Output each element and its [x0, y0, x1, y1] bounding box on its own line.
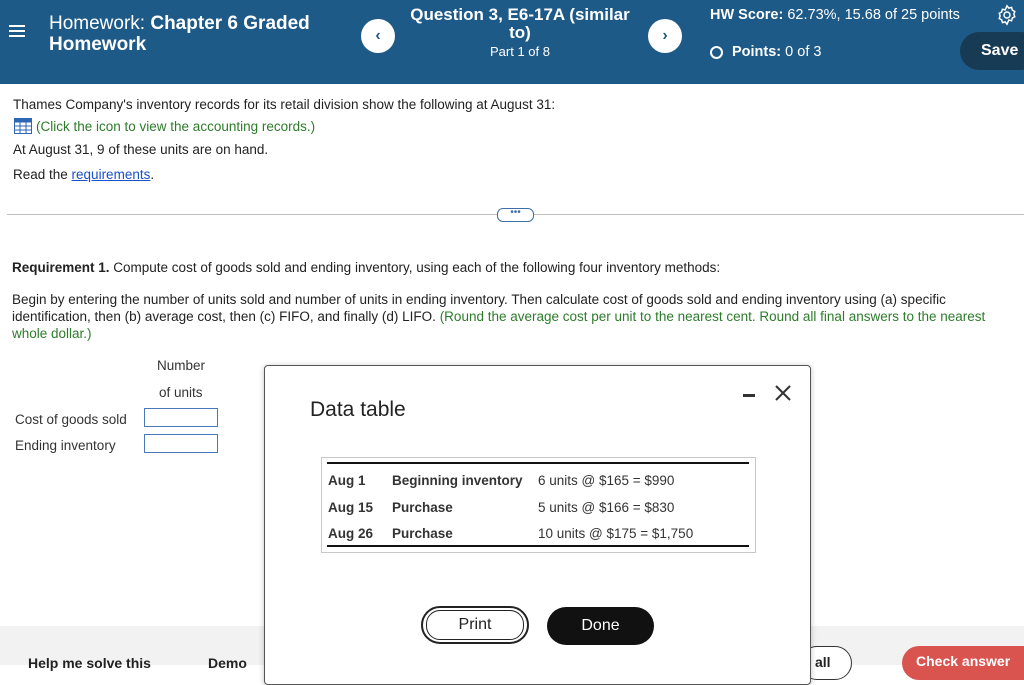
chevron-left-icon: ‹ [375, 27, 381, 44]
cogs-label: Cost of goods sold [15, 412, 127, 427]
question-part: Part 1 of 8 [490, 44, 550, 59]
row-description: Purchase [392, 526, 453, 541]
previous-question-button[interactable] [361, 19, 395, 53]
homework-title [49, 13, 339, 55]
requirement-instructions [12, 291, 1022, 342]
rounding-note: (Round the average cost per unit to the nearest cent. Round all final answers to the nearest whole dollar.) [12, 309, 986, 341]
units-on-hand: At August 31, 9 of these units are on hand. [13, 142, 269, 157]
accounting-records-text[interactable]: (Click the icon to view the accounting records.) [36, 119, 316, 134]
row-detail: 5 units @ $166 = $830 [538, 500, 675, 515]
requirement-label: Requirement 1. [12, 260, 110, 275]
problem-intro: Thames Company's inventory records for its retail division show the following at August 31: [13, 97, 556, 112]
points-value: 0 of 3 [785, 44, 822, 60]
row-date: Aug 15 [328, 500, 374, 515]
score-label: HW Score: [710, 7, 784, 23]
table-top-rule [327, 462, 749, 464]
clear-all-button[interactable]: all [800, 646, 852, 680]
column-header-units: of units [159, 385, 203, 400]
points-circle-icon [710, 46, 723, 59]
read-suffix: . [150, 167, 155, 182]
hw-score [710, 6, 960, 25]
row-detail: 10 units @ $175 = $1,750 [538, 526, 694, 541]
read-requirements [13, 167, 154, 182]
chevron-right-icon: › [662, 27, 668, 44]
row-date: Aug 1 [328, 473, 366, 488]
row-date: Aug 26 [328, 526, 374, 541]
ending-inventory-units-input[interactable] [144, 434, 218, 453]
print-label[interactable]: Print [426, 610, 524, 640]
cogs-units-input[interactable] [144, 408, 218, 427]
accounting-records-table [321, 457, 756, 553]
minimize-icon[interactable] [743, 394, 755, 397]
check-answer-button[interactable]: Check answer [902, 646, 1024, 680]
accounting-records-link[interactable] [14, 118, 315, 134]
save-button[interactable]: Save [960, 32, 1024, 70]
points-label: Points: [732, 44, 782, 60]
top-header [0, 0, 1024, 84]
row-description: Purchase [392, 500, 453, 515]
close-icon[interactable] [773, 383, 793, 403]
requirement-text: Compute cost of goods sold and ending inventory, using each of the following four inventory methods: [109, 260, 721, 275]
requirement-1 [12, 260, 1017, 275]
demo-button[interactable]: Demo [208, 655, 247, 671]
row-detail: 6 units @ $165 = $990 [538, 473, 675, 488]
data-table-modal [264, 365, 811, 685]
done-button[interactable]: Done [547, 607, 654, 645]
hamburger-menu-icon[interactable] [9, 22, 25, 38]
homework-prefix: Homework: [49, 13, 151, 34]
requirements-link[interactable]: requirements [71, 167, 151, 182]
read-prefix: Read the [13, 167, 72, 182]
help-me-solve-button[interactable]: Help me solve this [28, 655, 151, 671]
print-button[interactable] [421, 606, 529, 644]
instructions-text: Begin by entering the number of units sold and number of units in ending inventory. Then calculate cost of goods sold and ending inventory using (a) specific identification, then (b) average cost, then (c) FIFO, and finally (d) LIFO. [12, 292, 946, 324]
ending-inventory-label: Ending inventory [15, 438, 116, 453]
homework-name: Chapter 6 Graded Homework [49, 13, 310, 55]
table-bottom-rule [327, 545, 749, 547]
modal-title: Data table [310, 398, 406, 421]
score-value: 62.73%, 15.68 of 25 points [787, 7, 960, 23]
gear-icon[interactable] [996, 4, 1018, 26]
points-display [710, 44, 821, 60]
column-header-number: Number [157, 358, 206, 373]
table-icon[interactable] [14, 118, 32, 134]
row-description: Beginning inventory [392, 473, 523, 488]
question-title: Question 3, E6-17A (similar to) [410, 5, 630, 42]
expand-more-button[interactable]: ••• [497, 208, 534, 222]
next-question-button[interactable] [648, 19, 682, 53]
